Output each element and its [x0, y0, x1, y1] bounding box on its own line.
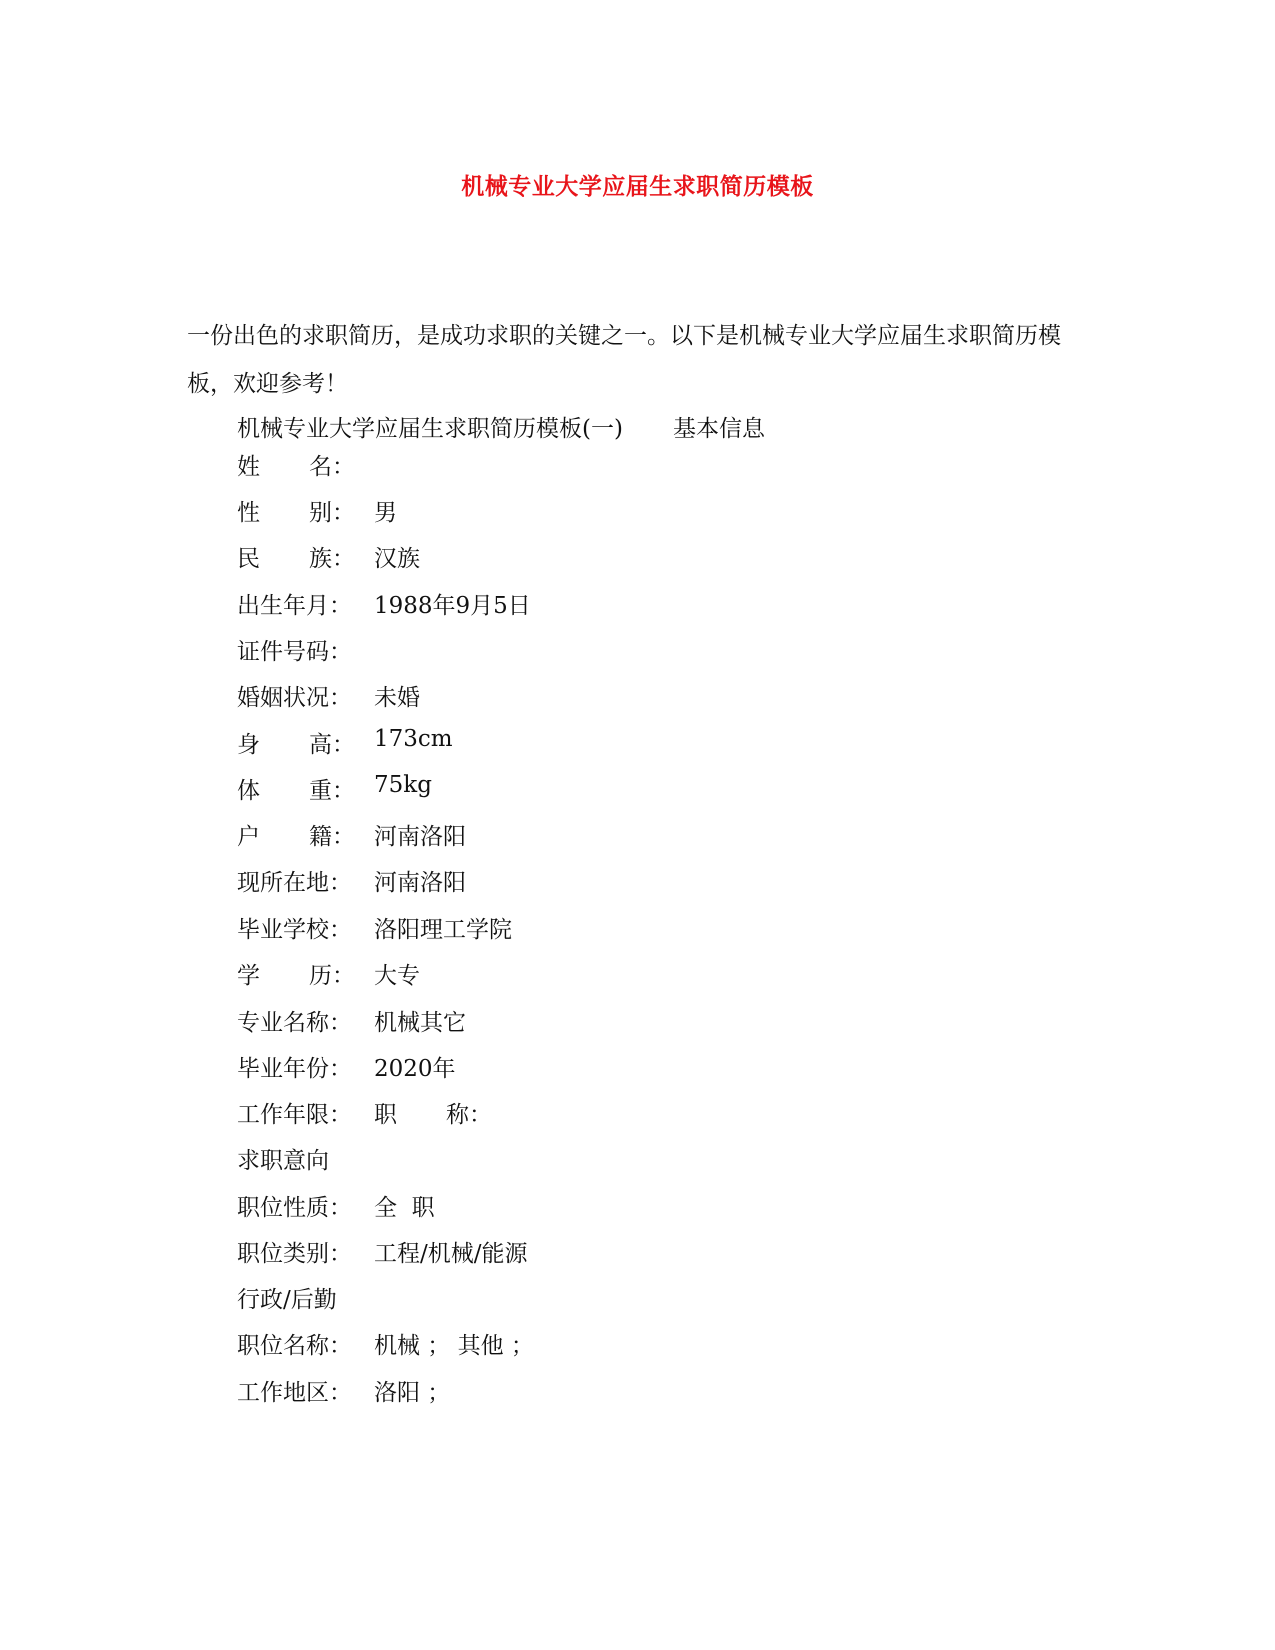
- field-title-label-1: 职: [374, 1102, 397, 1128]
- field-education-value: 大专: [374, 963, 420, 989]
- intent-position-label: 职位名称：: [237, 1333, 352, 1359]
- field-ethnicity-value: 汉族: [374, 546, 420, 572]
- intent-area-value: 洛阳 ；: [374, 1380, 451, 1406]
- field-marital-label: 婚姻状况：: [237, 685, 352, 711]
- field-school-value: 洛阳理工学院: [374, 917, 512, 943]
- intent-position-value: 机械 ； 其他 ；: [374, 1333, 534, 1359]
- intent-nature-value: 全 职: [374, 1195, 435, 1221]
- field-weight-label-1: 体: [237, 778, 260, 804]
- field-name-label-1: 姓: [237, 454, 260, 480]
- field-major-value: 机械其它: [374, 1010, 466, 1036]
- field-height-value: 173cm: [374, 726, 453, 752]
- field-gender-label-1: 性: [237, 500, 260, 526]
- field-hukou-label-1: 户: [237, 824, 260, 850]
- field-birth-label: 出生年月：: [237, 593, 352, 619]
- field-title-label-2: 称：: [446, 1102, 492, 1128]
- field-gender-value: 男: [374, 500, 397, 526]
- field-ethnicity-label-1: 民: [237, 546, 260, 572]
- field-education-label-2: 历：: [309, 963, 355, 989]
- field-residence-value: 河南洛阳: [374, 870, 466, 896]
- template-heading: 机械专业大学应届生求职简历模板(一): [237, 416, 623, 442]
- field-hukou-label-2: 籍：: [309, 824, 355, 850]
- field-work-years-label: 工作年限：: [237, 1102, 352, 1128]
- intent-nature-label: 职位性质：: [237, 1195, 352, 1221]
- field-birth-value: 1988年9月5日: [374, 593, 531, 619]
- field-grad-year-label: 毕业年份：: [237, 1056, 352, 1082]
- intent-area-label: 工作地区：: [237, 1380, 352, 1406]
- field-weight-value: 75kg: [374, 772, 432, 798]
- intent-category-value: 工程/机械/能源: [374, 1241, 528, 1267]
- intro-paragraph: 一份出色的求职简历，是成功求职的关键之一。以下是机械专业大学应届生求职简历模板，欢迎参考！: [187, 323, 1061, 397]
- field-height-label-1: 身: [237, 732, 260, 758]
- field-name-label-2: 名：: [309, 454, 355, 480]
- field-major-label: 专业名称：: [237, 1010, 352, 1036]
- section-basic-info: 基本信息: [672, 416, 765, 442]
- field-id-number-label: 证件号码：: [237, 639, 352, 665]
- field-grad-year-value: 2020年: [374, 1056, 456, 1082]
- field-weight-label-2: 重：: [309, 778, 355, 804]
- field-hukou-value: 河南洛阳: [374, 824, 466, 850]
- field-ethnicity-label-2: 族：: [309, 546, 355, 572]
- field-education-label-1: 学: [237, 963, 260, 989]
- template-heading-line: [237, 410, 765, 443]
- field-marital-value: 未婚: [374, 685, 420, 711]
- document-title: 机械专业大学应届生求职简历模板: [461, 173, 814, 200]
- intent-category-label: 职位类别：: [237, 1241, 352, 1267]
- field-school-label: 毕业学校：: [237, 917, 352, 943]
- field-height-label-2: 高：: [309, 732, 355, 758]
- section-job-intent: 求职意向: [237, 1148, 329, 1174]
- field-residence-label: 现所在地：: [237, 870, 352, 896]
- intent-category-extra: 行政/后勤: [237, 1287, 337, 1313]
- field-gender-label-2: 别：: [309, 500, 355, 526]
